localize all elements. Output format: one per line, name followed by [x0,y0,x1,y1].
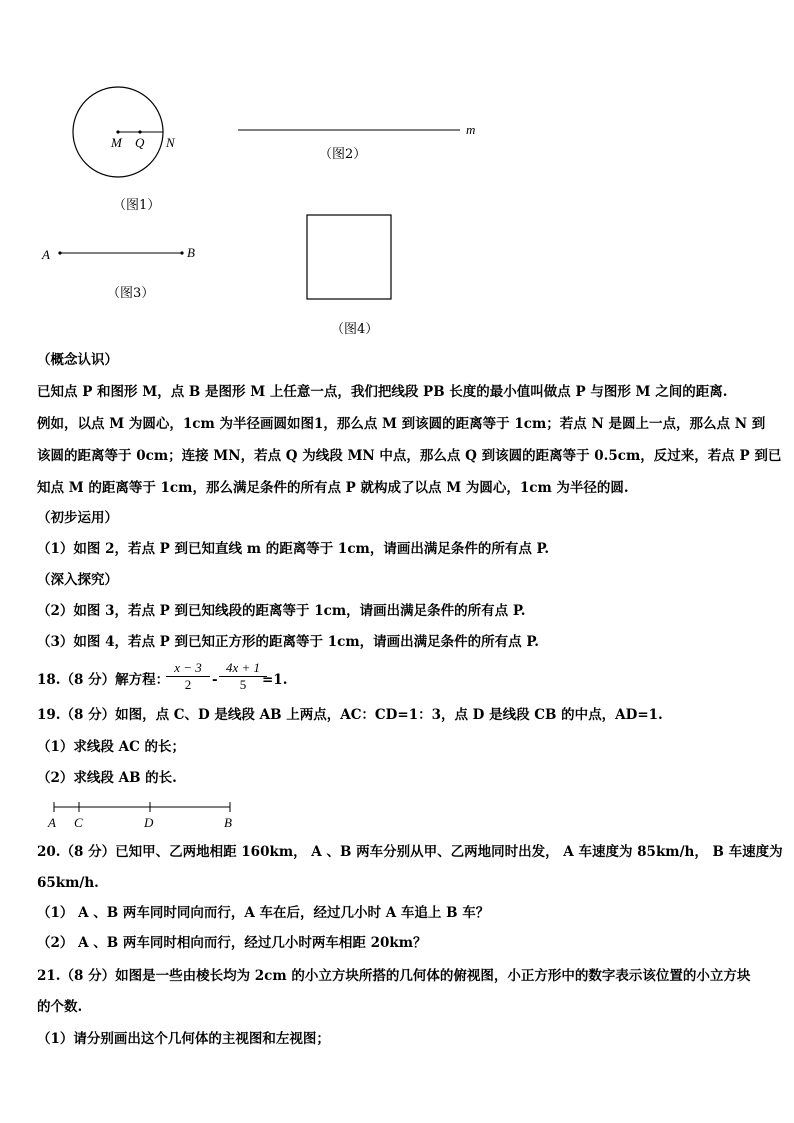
q18-fraction-2-denominator: 5 [239,677,247,692]
fig1-label-n: N [166,135,175,150]
fig4-square [307,215,391,299]
concept-line-3: 该圆的距离等于 0cm；连接 MN，若点 Q 为线段 MN 中点，那么点 Q 到该圆的距离等于 0.5cm，反过来，若点 P 到已 [37,448,782,464]
q20-sub-2: （2） A 、B 两车同时相向而行，经过几小时两车相距 20km？ [37,935,427,951]
fig1-label-m: M [111,135,122,150]
q18-fraction-1 [166,660,210,693]
q18-fraction-2 [219,660,267,693]
explore-question-3: （3）如图 4，若点 P 到已知正方形的距离等于 1cm，请画出满足条件的所有点 P. [37,634,539,650]
fig3-point-a [58,251,61,254]
q18-prefix: 18.（8 分）解方程： [37,672,170,688]
concept-line-4: 知点 M 的距离等于 1cm，那么满足条件的所有点 P 就构成了以点 M 为圆心，1cm 为半径的圆. [37,480,629,496]
q18-fraction-2-numerator: 4x + 1 [219,660,267,677]
fig1-caption: （图1） [113,198,161,213]
q18-fraction-1-denominator: 2 [184,677,192,692]
q19-sub-2: （2）求线段 AB 的长. [37,770,177,786]
fig1-point-q [138,130,141,133]
fig3-label-b: B [187,245,195,260]
explore-question-2: （2）如图 3，若点 P 到已知线段的距离等于 1cm，请画出满足条件的所有点 P. [37,603,526,619]
q20-stem-line-2: 65km/h. [37,875,99,891]
explore-heading: （深入探究） [37,572,118,588]
q20-stem-line-1: 20.（8 分）已知甲、乙两地相距 160km， A 、B 两车分别从甲、乙两地同时出发， A 车速度为 85km/h， B 车速度为 [37,844,783,860]
q18-minus: - [212,672,218,688]
fig3-label-a: A [42,247,50,262]
concept-line-2: 例如，以点 M 为圆心，1cm 为半径画圆如图1，那么点 M 到该圆的距离等于 1cm；若点 N 是圆上一点，那么点 N 到 [37,416,766,432]
q20-sub-1: （1） A 、B 两车同时同向而行，A 车在后，经过几小时 A 车追上 B 车？ [37,905,490,921]
q19-stem: 19.（8 分）如图，点 C、D 是线段 AB 上两点，AC：CD=1：3，点 D 是线段 CB 的中点，AD=1. [37,707,663,723]
q21-stem-line-2: 的个数. [37,999,83,1015]
concept-line-1: 已知点 P 和图形 M，点 B 是图形 M 上任意一点，我们把线段 PB 长度的最小值叫做点 P 与图形 M 之间的距离. [37,384,728,400]
q18-fraction-1-numerator: x − 3 [166,660,210,677]
q19-sub-1: （1）求线段 AC 的长； [37,739,186,755]
q19-label-b: B [224,815,232,830]
q21-sub-1: （1）请分别画出这个几何体的主视图和左视图； [37,1031,330,1047]
fig4-caption: （图4） [331,322,379,337]
q19-label-d: D [144,815,154,830]
fig2-label-m: m [466,122,476,137]
apply-heading: （初步运用） [37,510,118,526]
q19-label-c: C [74,815,83,830]
q19-label-a: A [48,815,56,830]
fig3-point-b [180,251,183,254]
fig2-caption: （图2） [319,147,367,162]
concept-heading: （概念认识） [37,352,118,368]
fig1-label-q: Q [135,135,145,150]
fig3-caption: （图3） [107,286,155,301]
q21-stem-line-1: 21.（8 分）如图是一些由棱长均为 2cm 的小立方块所搭的几何体的俯视图，小正方形中的数字表示该位置的小立方块 [37,968,751,984]
fig1-point-m [116,130,119,133]
q18-rhs: =1. [262,672,288,688]
apply-question-1: （1）如图 2，若点 P 到已知直线 m 的距离等于 1cm，请画出满足条件的所有点 P. [37,541,550,557]
